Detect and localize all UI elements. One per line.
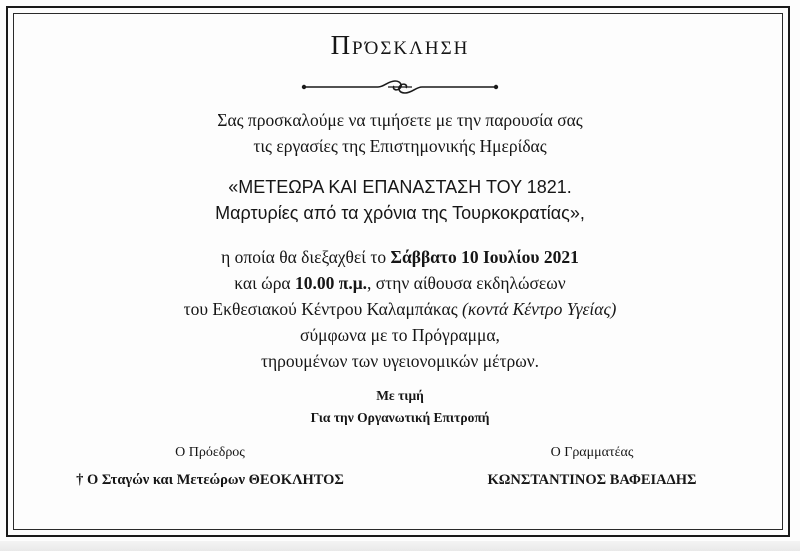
secretary-role: Ο Γραμματέας	[550, 445, 634, 460]
regards: Με τιμή	[376, 388, 424, 403]
intro-line-2: τις εργασίες της Επιστημονικής Ημερίδας	[253, 136, 547, 156]
date-prefix: η οποία θα διεξαχθεί το	[221, 247, 391, 267]
president-role: Ο Πρόεδρος	[175, 445, 245, 460]
venue-note: (κοντά Κέντρο Υγείας)	[462, 299, 617, 319]
invitation-title: Πρόσκληση	[330, 30, 470, 60]
time-prefix: και ώρα	[234, 273, 295, 293]
measures-line: τηρουμένων των υγειονομικών μέτρων.	[260, 351, 540, 371]
president-name: † Ο Σταγών και Μετεώρων ΘΕΟΚΛΗΤΟΣ	[76, 472, 344, 488]
page-edge	[0, 541, 800, 551]
date-line	[0, 247, 800, 268]
time-suffix: , στην αίθουσα εκδηλώσεων	[367, 273, 566, 293]
event-title-line-1: «ΜΕΤΕΩΡΑ ΚΑΙ ΕΠΑΝΑΣΤΑΣΗ ΤΟΥ 1821.	[228, 177, 572, 197]
event-time: 10.00 π.μ.	[294, 273, 367, 293]
venue: του Εκθεσιακού Κέντρου Καλαμπάκας	[183, 299, 462, 319]
secretary-name: ΚΩΝΣΤΑΝΤΙΝΟΣ ΒΑΦΕΙΑΔΗΣ	[487, 472, 697, 488]
program-line: σύμφωνα με το Πρόγραμμα,	[300, 325, 500, 345]
intro-line-1: Σας προσκαλούμε να τιμήσετε με την παρουσία σας	[217, 110, 583, 130]
venue-line	[0, 299, 800, 320]
time-line	[0, 273, 800, 294]
flourish-divider-icon	[300, 72, 500, 98]
event-date: Σάββατο 10 Ιουλίου 2021	[390, 247, 579, 267]
committee: Για την Οργανωτική Επιτροπή	[310, 410, 490, 425]
event-title-line-2: Μαρτυρίες από τα χρόνια της Τουρκοκρατίας»,	[215, 203, 585, 223]
